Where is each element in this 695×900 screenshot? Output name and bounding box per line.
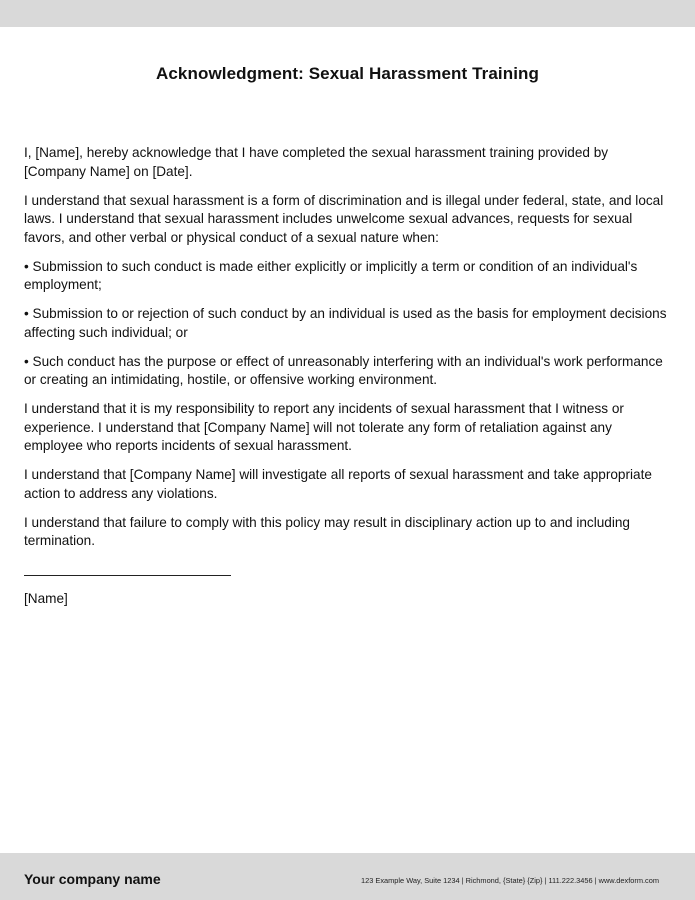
paragraph-compliance: I understand that failure to comply with this policy may result in disciplinary action up to and including termination. [24,514,630,548]
footer-company-name: Your company name [24,871,161,887]
footer-address: 123 Example Way, Suite 1234 | Richmond, {State} {Zip} | 111.222.3456 | www.dexform.com [361,876,659,885]
bullet-item: • Submission to or rejection of such conduct by an individual is used as the basis for employment decisions affecting such individual; or [24,306,667,340]
signature-name: [Name] [24,591,68,606]
bullet-item: • Such conduct has the purpose or effect of unreasonably interfering with an individual's work performance or creating an intimidating, hostile, or offensive working environment. [24,353,663,387]
paragraph-acknowledgment: I, [Name], hereby acknowledge that I have completed the sexual harassment training provided by [Company Name] on [Date]. [24,145,609,179]
document-title: Acknowledgment: Sexual Harassment Training [155,64,540,83]
signature-line [24,575,231,576]
paragraph-investigation: I understand that [Company Name] will investigate all reports of sexual harassment and take appropriate action to address any violations. [24,467,652,501]
document-body [24,144,672,561]
paragraph-definition: I understand that sexual harassment is a form of discrimination and is illegal under federal, state, and local laws. I understand that sexual harassment includes unwelcome sexual advances, requests for sexual favors, and other verbal or physical conduct of a sexual nature when: [24,192,664,245]
paragraph-reporting: I understand that it is my responsibility to report any incidents of sexual harassment that I witness or experience. I understand that [Company Name] will not tolerate any form of retaliation against any employee who reports incidents of sexual harassment. [24,401,624,453]
footer-bar [0,853,695,900]
bullet-item: • Submission to such conduct is made either explicitly or implicitly a term or condition of an individual's employment; [24,258,638,292]
top-header-bar [0,0,695,27]
